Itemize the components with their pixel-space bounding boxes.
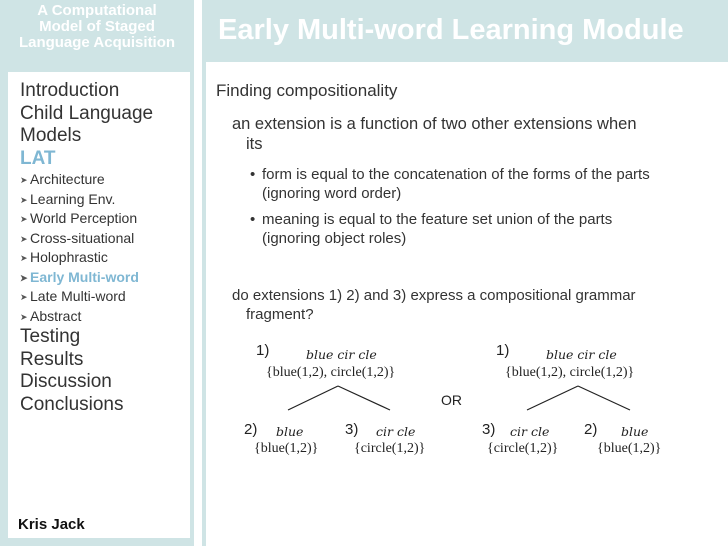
or-separator: OR bbox=[441, 392, 462, 408]
right-child-a-meaning: {circle(1,2)} bbox=[487, 441, 559, 456]
nav-item-results[interactable]: Results bbox=[20, 348, 84, 370]
left-child-a-form: blue bbox=[276, 424, 304, 439]
nav-item-child-language[interactable]: Child Language bbox=[20, 102, 154, 124]
right-child-a-number: 3) bbox=[482, 421, 496, 438]
right-root-number: 1) bbox=[496, 342, 510, 359]
presentation-title-line-2: Model of Staged bbox=[39, 18, 155, 35]
right-child-b-meaning: {blue(1,2)} bbox=[597, 441, 662, 456]
arrow-bullet-icon: ➤ bbox=[20, 272, 28, 283]
arrow-bullet-icon: ➤ bbox=[20, 311, 28, 322]
nav-item-testing[interactable]: Testing bbox=[20, 326, 81, 347]
question-line-2: fragment? bbox=[246, 306, 314, 323]
bullet-meaning-line-2: (ignoring object roles) bbox=[262, 230, 407, 247]
left-child-a-number: 2) bbox=[244, 421, 258, 438]
bullet-meaning-line-1: meaning is equal to the feature set union of the parts bbox=[262, 211, 613, 228]
nav-subitem-label: Late Multi-word bbox=[30, 288, 126, 304]
right-child-b-number: 2) bbox=[584, 421, 598, 438]
arrow-bullet-icon: ➤ bbox=[20, 233, 28, 244]
section-heading: Finding compositionality bbox=[216, 81, 398, 100]
nav-item-introduction[interactable]: Introduction bbox=[20, 80, 120, 101]
right-tree-branch-left bbox=[527, 386, 578, 410]
nav-subitem-label: Holophrastic bbox=[30, 249, 108, 265]
nav-subitem-label: World Perception bbox=[30, 210, 138, 226]
bullet-form-line-2: (ignoring word order) bbox=[262, 185, 402, 202]
left-root-form: blue cir cle bbox=[306, 347, 377, 362]
left-tree-branch-left bbox=[288, 386, 338, 410]
nav-subitem-label: Architecture bbox=[30, 171, 105, 187]
left-root-number: 1) bbox=[256, 342, 270, 359]
left-child-b-number: 3) bbox=[345, 421, 359, 438]
nav-item-discussion[interactable]: Discussion bbox=[20, 371, 112, 392]
left-root-meaning: {blue(1,2), circle(1,2)} bbox=[266, 365, 396, 380]
arrow-bullet-icon: ➤ bbox=[20, 214, 28, 224]
presentation-title-line-1: A Computational bbox=[37, 2, 157, 19]
right-child-a-form: cir cle bbox=[510, 424, 550, 439]
left-child-b-meaning: {circle(1,2)} bbox=[354, 441, 426, 456]
nav-subitem-label: Cross-situational bbox=[30, 229, 135, 246]
right-root-meaning: {blue(1,2), circle(1,2)} bbox=[505, 365, 635, 380]
question-line-1: do extensions 1) 2) and 3) express a compositional grammar bbox=[232, 287, 636, 304]
nav-item-lat[interactable]: LAT bbox=[20, 147, 56, 169]
nav-subitem-label: Abstract bbox=[30, 307, 82, 324]
arrow-bullet-icon: ➤ bbox=[20, 194, 28, 205]
left-child-a-meaning: {blue(1,2)} bbox=[254, 441, 319, 456]
definition-line-2: its bbox=[246, 135, 263, 153]
right-tree-branch-right bbox=[578, 386, 630, 410]
bullet-form-line-1: form is equal to the concatenation of the forms of the parts bbox=[262, 166, 650, 183]
slide-title: Early Multi-word Learning Module bbox=[218, 14, 684, 46]
right-child-b-form: blue bbox=[621, 424, 649, 439]
left-child-b-form: cir cle bbox=[376, 424, 416, 439]
bullet-dot-icon: • bbox=[250, 166, 256, 183]
arrow-bullet-icon: ➤ bbox=[20, 253, 28, 263]
arrow-bullet-icon: ➤ bbox=[20, 292, 28, 302]
right-root-form: blue cir cle bbox=[546, 347, 617, 362]
bullet-dot-icon: • bbox=[250, 211, 256, 228]
author-name: Kris Jack bbox=[18, 516, 85, 533]
nav-subitem-label: Learning Env. bbox=[30, 190, 116, 207]
arrow-bullet-icon: ➤ bbox=[20, 175, 28, 185]
definition-line-1: an extension is a function of two other extensions when bbox=[232, 115, 637, 133]
nav-subitem-label: Early Multi-word bbox=[30, 268, 139, 285]
nav-item-models[interactable]: Models bbox=[20, 125, 82, 146]
nav-item-conclusions[interactable]: Conclusions bbox=[20, 393, 124, 415]
presentation-title-line-3: Language Acquisition bbox=[18, 34, 176, 51]
left-tree-branch-right bbox=[338, 386, 390, 410]
